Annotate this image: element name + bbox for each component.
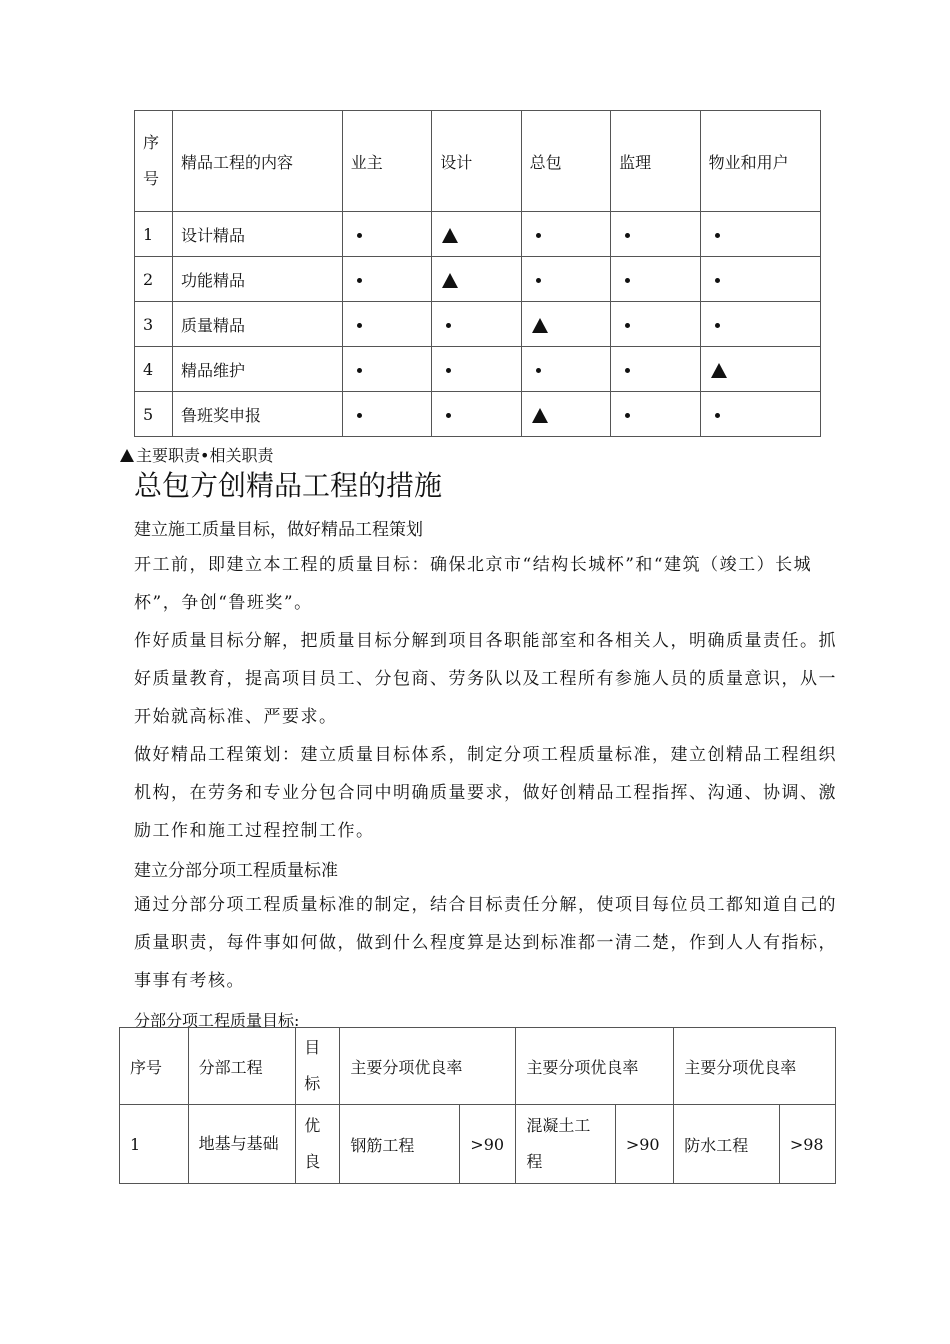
row-content: 精品维护 (173, 347, 343, 392)
dot-icon (357, 278, 362, 283)
dot-icon (536, 233, 541, 238)
item-name: 钢筋工程 (340, 1105, 460, 1184)
triangle-icon (532, 408, 548, 423)
quality-target-table (119, 1027, 836, 1184)
dot-icon (715, 233, 720, 238)
dot-icon (625, 278, 630, 283)
paragraph: 开工前，即建立本工程的质量目标：确保北京市“结构长城杯”和“建筑（竣工）长城杯”，争创“鲁班奖”。 (134, 555, 813, 613)
dot-icon (357, 413, 362, 418)
dot-icon (625, 368, 630, 373)
row-content: 鲁班奖申报 (173, 392, 343, 437)
mark-cell (342, 347, 431, 392)
dot-icon (715, 323, 720, 328)
table-row (135, 347, 821, 392)
mark-cell (700, 212, 820, 257)
mark-cell (611, 212, 700, 257)
subheading: 建立施工质量目标，做好精品工程策划 (134, 520, 423, 540)
legend-separator: • (200, 446, 210, 465)
header-cell: 主要分项优良率 (674, 1028, 836, 1105)
item-rate: >98 (779, 1105, 835, 1184)
item-rate: >90 (615, 1105, 673, 1184)
legend-related: 相关职责 (209, 446, 274, 465)
table-row (135, 257, 821, 302)
mark-cell (342, 392, 431, 437)
dot-icon (625, 233, 630, 238)
target-cell (296, 1105, 340, 1184)
mark-cell (611, 347, 700, 392)
table-row (120, 1105, 836, 1184)
triangle-icon (442, 273, 458, 288)
header-cell: 监理 (611, 111, 700, 212)
row-number: 1 (135, 212, 173, 257)
row-content: 设计精品 (173, 212, 343, 257)
dot-icon (357, 323, 362, 328)
row-number: 3 (135, 302, 173, 347)
header-label: 目标 (304, 1038, 321, 1093)
row-number: 4 (135, 347, 173, 392)
dot-icon (446, 368, 451, 373)
dot-icon (446, 413, 451, 418)
table-row (135, 302, 821, 347)
mark-cell (521, 347, 610, 392)
dot-icon (625, 413, 630, 418)
header-cell: 精品工程的内容 (173, 111, 343, 212)
mark-cell (521, 257, 610, 302)
mark-cell (432, 347, 521, 392)
row-number: 2 (135, 257, 173, 302)
table-header-row (135, 111, 821, 212)
header-cell: 业主 (342, 111, 431, 212)
triangle-icon (442, 228, 458, 243)
table-row (135, 212, 821, 257)
dot-icon (357, 368, 362, 373)
legend-primary: 主要职责 (136, 446, 201, 465)
mark-cell (521, 392, 610, 437)
dot-icon (357, 233, 362, 238)
row-number: 5 (135, 392, 173, 437)
triangle-icon (120, 449, 134, 462)
mark-cell (700, 392, 820, 437)
header-cell: 设计 (432, 111, 521, 212)
mark-cell (432, 257, 521, 302)
item-name: 混凝土工程 (516, 1105, 615, 1184)
mark-cell (432, 302, 521, 347)
responsibility-table (134, 110, 821, 437)
item-name: 防水工程 (674, 1105, 780, 1184)
header-cell: 主要分项优良率 (516, 1028, 674, 1105)
mark-cell (521, 212, 610, 257)
item-rate: >90 (460, 1105, 516, 1184)
row-number: 1 (120, 1105, 189, 1184)
dot-icon (536, 368, 541, 373)
mark-cell (521, 302, 610, 347)
mark-cell (700, 347, 820, 392)
paragraph: 作好质量目标分解，把质量目标分解到项目各职能部室和各相关人，明确质量责任。抓好质量教育，提高项目员工、分包商、劳务队以及工程所有参施人员的质量意识，从一开始就高标准、严要求。 (134, 631, 837, 727)
header-label: 序号 (143, 133, 160, 188)
mark-cell (611, 302, 700, 347)
target-value: 优良 (304, 1116, 321, 1171)
dot-icon (446, 323, 451, 328)
triangle-icon (711, 363, 727, 378)
dot-icon (715, 278, 720, 283)
table-caption: 分部分项工程质量目标: (134, 1011, 300, 1030)
table-legend (120, 443, 273, 466)
header-cell: 主要分项优良率 (340, 1028, 516, 1105)
triangle-icon (532, 318, 548, 333)
header-cell: 物业和用户 (700, 111, 820, 212)
table-row (135, 392, 821, 437)
row-content: 功能精品 (173, 257, 343, 302)
mark-cell (342, 257, 431, 302)
dot-icon (715, 413, 720, 418)
header-cell: 总包 (521, 111, 610, 212)
paragraph: 做好精品工程策划：建立质量目标体系，制定分项工程质量标准，建立创精品工程组织机构，在劳务和专业分包合同中明确质量要求，做好创精品工程指挥、沟通、协调、激励工作和施工过程控制工作。 (134, 745, 837, 841)
header-cell: 序号 (120, 1028, 189, 1105)
part-name: 地基与基础 (188, 1105, 296, 1184)
header-cell (135, 111, 173, 212)
mark-cell (700, 257, 820, 302)
mark-cell (432, 392, 521, 437)
mark-cell (342, 302, 431, 347)
header-cell (296, 1028, 340, 1105)
dot-icon (536, 278, 541, 283)
header-cell: 分部工程 (188, 1028, 296, 1105)
section-title: 总包方创精品工程的措施 (134, 469, 443, 502)
mark-cell (611, 392, 700, 437)
paragraph: 通过分部分项工程质量标准的制定，结合目标责任分解，使项目每位员工都知道自己的质量职责，每件事如何做，做到什么程度算是达到标准都一清二楚，作到人人有指标，事事有考核。 (134, 895, 837, 991)
mark-cell (611, 257, 700, 302)
mark-cell (432, 212, 521, 257)
row-content: 质量精品 (173, 302, 343, 347)
dot-icon (625, 323, 630, 328)
mark-cell (342, 212, 431, 257)
mark-cell (700, 302, 820, 347)
subheading: 建立分部分项工程质量标准 (134, 861, 338, 881)
table-header-row (120, 1028, 836, 1105)
